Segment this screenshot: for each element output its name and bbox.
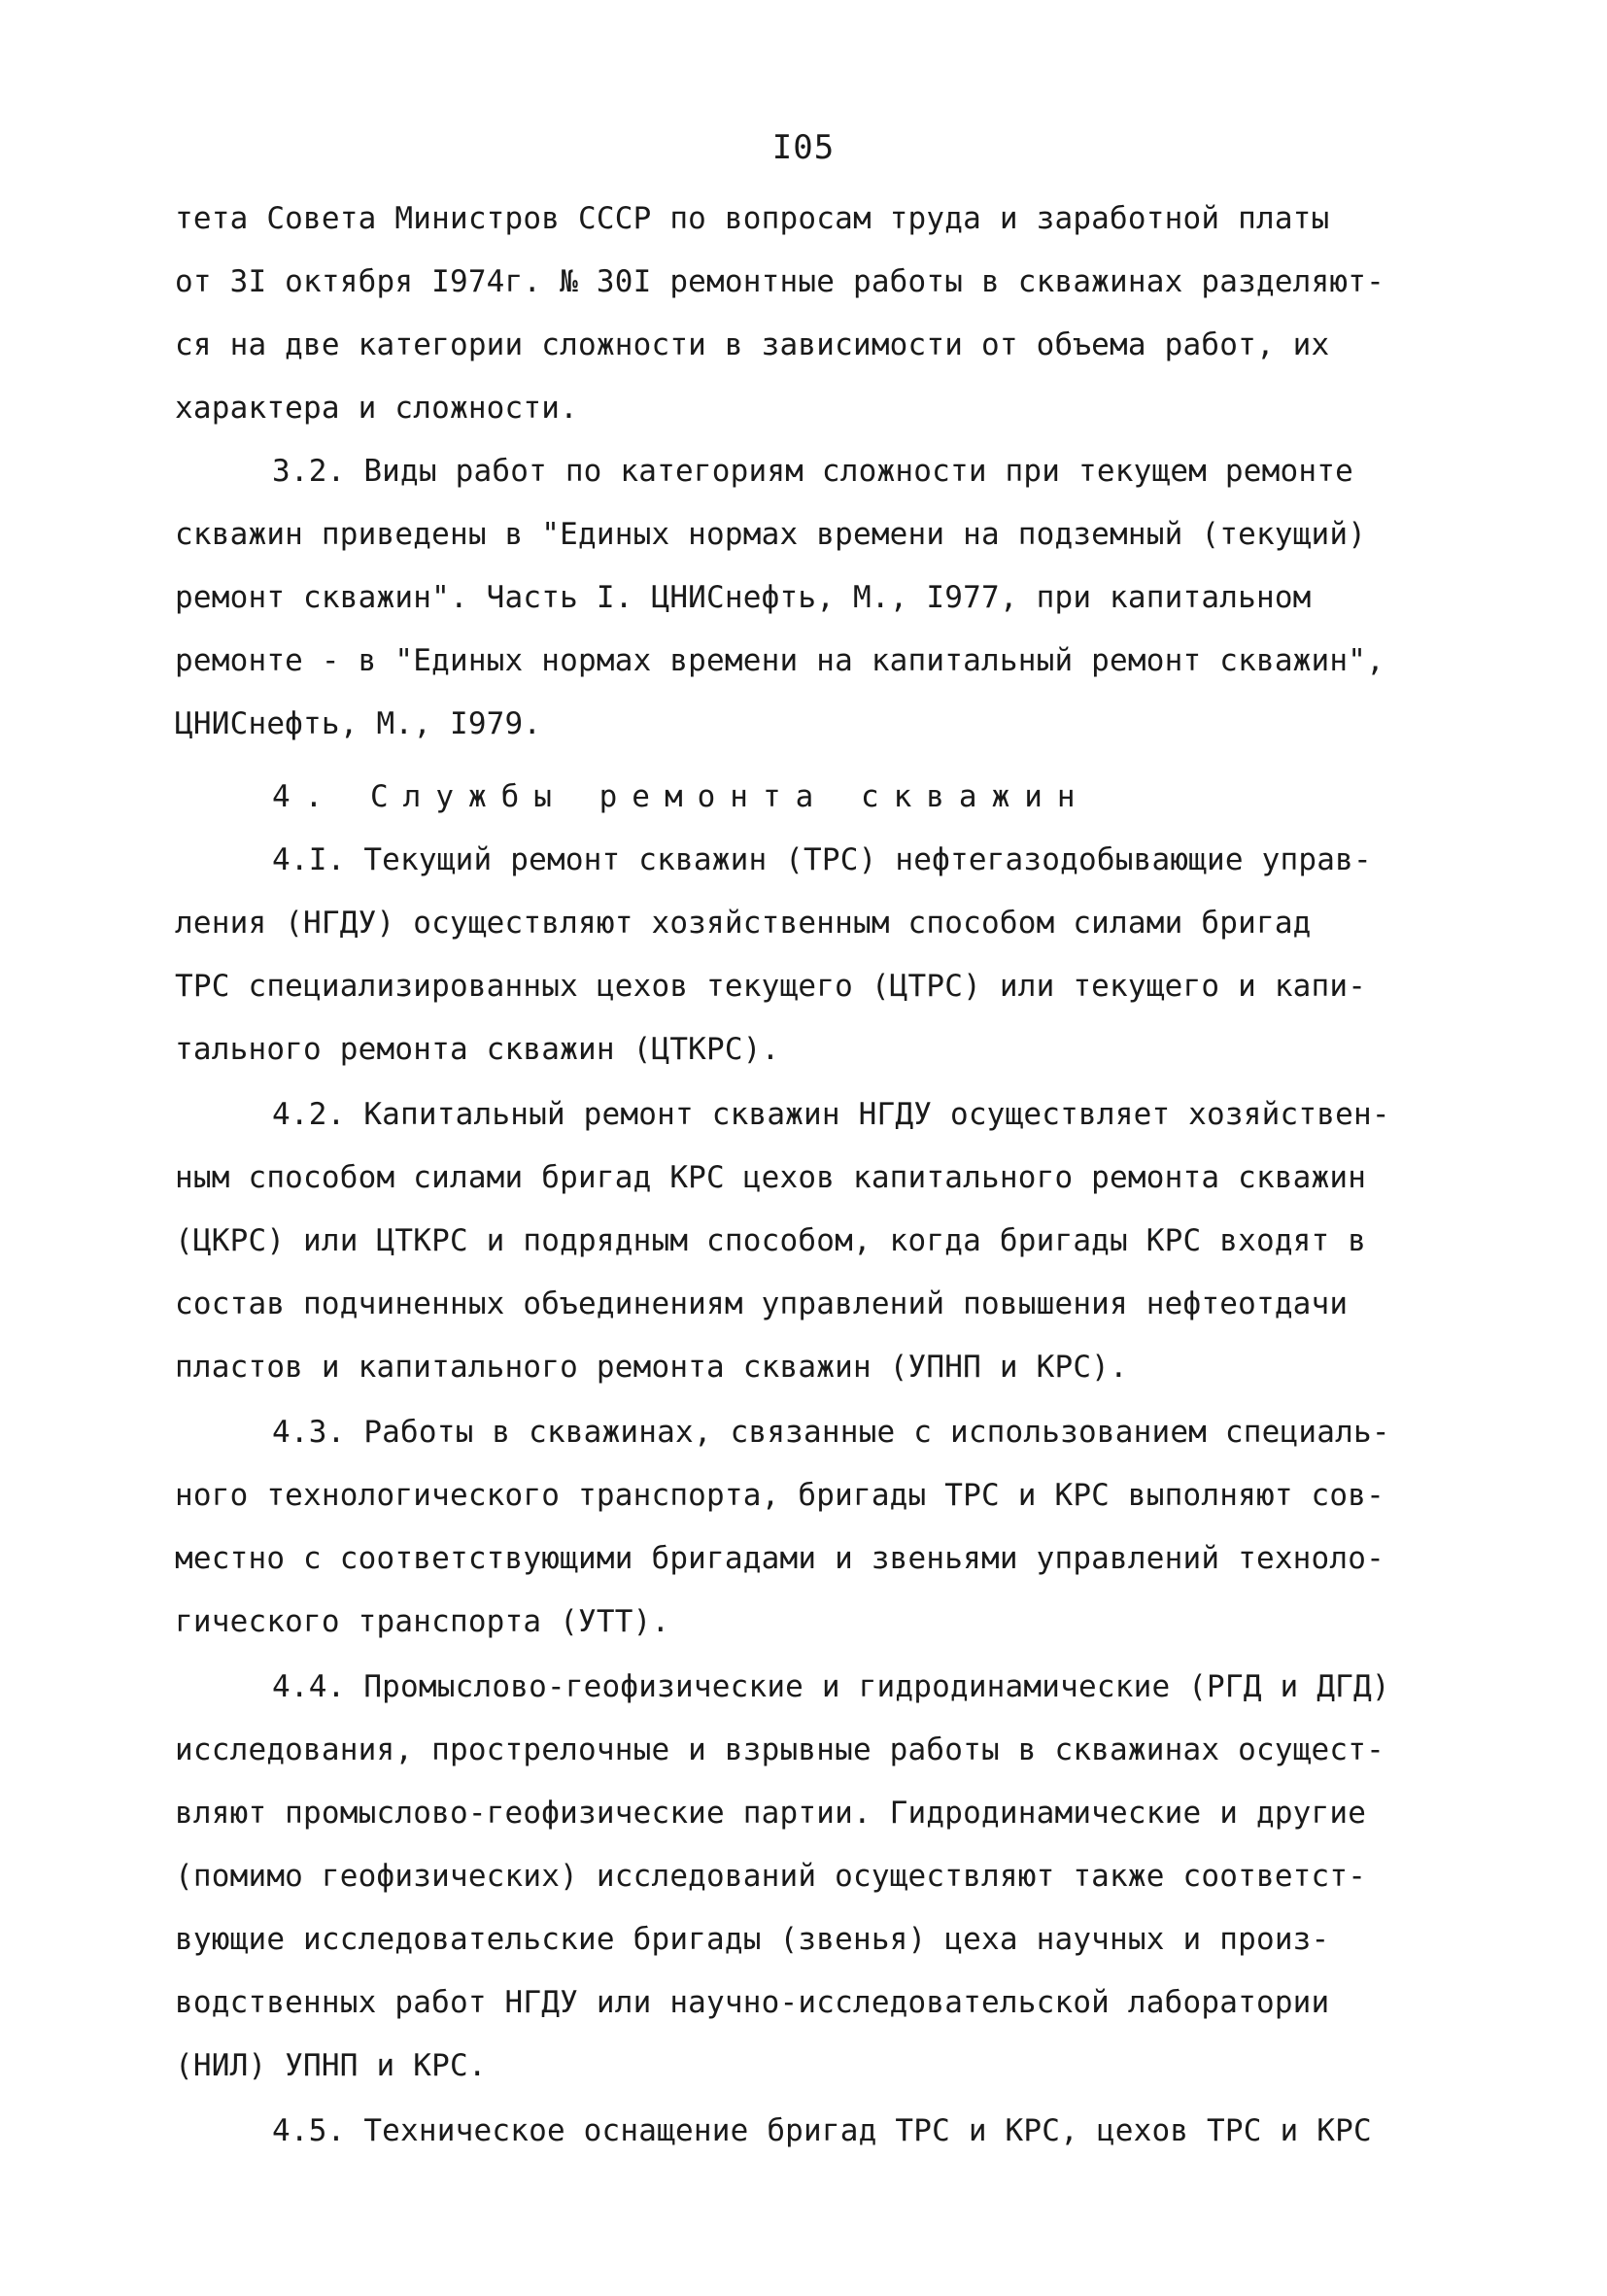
text-line: вующие исследовательские бригады (звенья) цеха научных и произ- [175,1922,1330,1957]
text-line: ного технологического транспорта, бригады ТРС и КРС выполняют сов- [175,1478,1385,1513]
paragraph-4-1-start: 4.I. Текущий ремонт скважин (ТРС) нефтегазодобывающие управ- [272,842,1372,877]
paragraph-4-4-start: 4.4. Промыслово-геофизические и гидродинамические (РГД и ДГД) [272,1669,1390,1704]
text-line: вляют промыслово-геофизические партии. Гидродинамические и другие [175,1796,1367,1831]
text-line: характера и сложности. [175,391,578,426]
text-line: (НИЛ) УПНП и КРС. [175,2048,487,2083]
text-line: водственных работ НГДУ или научно-исследовательской лаборатории [175,1985,1330,2020]
text-line: гического транспорта (УТТ). [175,1604,670,1639]
text-line: исследования, прострелочные и взрывные работы в скважинах осущест- [175,1732,1385,1767]
text-line: ным способом силами бригад КРС цехов капитального ремонта скважин [175,1160,1367,1195]
paragraph-3-2-start: 3.2. Виды работ по категориям сложности при текущем ремонте [272,454,1353,489]
text-line: ремонте - в "Единых нормах времени на капитальный ремонт скважин", [175,643,1385,678]
text-line: тального ремонта скважин (ЦТКРС). [175,1032,780,1067]
paragraph-4-2-start: 4.2. Капитальный ремонт скважин НГДУ осуществляет хозяйствен- [272,1097,1390,1132]
page-number: I05 [771,128,836,167]
text-line: ремонт скважин". Часть I. ЦНИСнефть, М., I977, при капитальном [175,580,1312,615]
paragraph-4-5-start: 4.5. Техническое оснащение бригад ТРС и КРС, цехов ТРС и КРС [272,2113,1372,2148]
text-line: пластов и капитального ремонта скважин (УПНП и КРС). [175,1350,1128,1385]
text-line: скважин приведены в "Единых нормах времени на подземный (текущий) [175,517,1367,552]
text-line: ЦНИСнефть, М., I979. [175,706,542,741]
text-line: (помимо геофизических) исследований осуществляют также соответст- [175,1859,1367,1894]
text-line: ТРС специализированных цехов текущего (ЦТРС) или текущего и капи- [175,969,1367,1004]
text-line: ления (НГДУ) осуществляют хозяйственным способом силами бригад [175,906,1312,941]
text-line: тета Совета Министров СССР по вопросам труда и заработной платы [175,201,1330,236]
text-line: местно с соответствующими бригадами и звеньями управлений техноло- [175,1541,1385,1576]
text-line: (ЦКРС) или ЦТКРС и подрядным способом, когда бригады КРС входят в [175,1223,1367,1258]
text-line: состав подчиненных объединениям управлений повышения нефтеотдачи [175,1286,1349,1321]
section-heading: 4. Службы ремонта скважин [272,779,1090,814]
text-line: ся на две категории сложности в зависимости от объема работ, их [175,327,1330,362]
paragraph-4-3-start: 4.3. Работы в скважинах, связанные с использованием специаль- [272,1415,1390,1450]
text-line: от 3I октября I974г. № 30I ремонтные работы в скважинах разделяют- [175,264,1385,299]
